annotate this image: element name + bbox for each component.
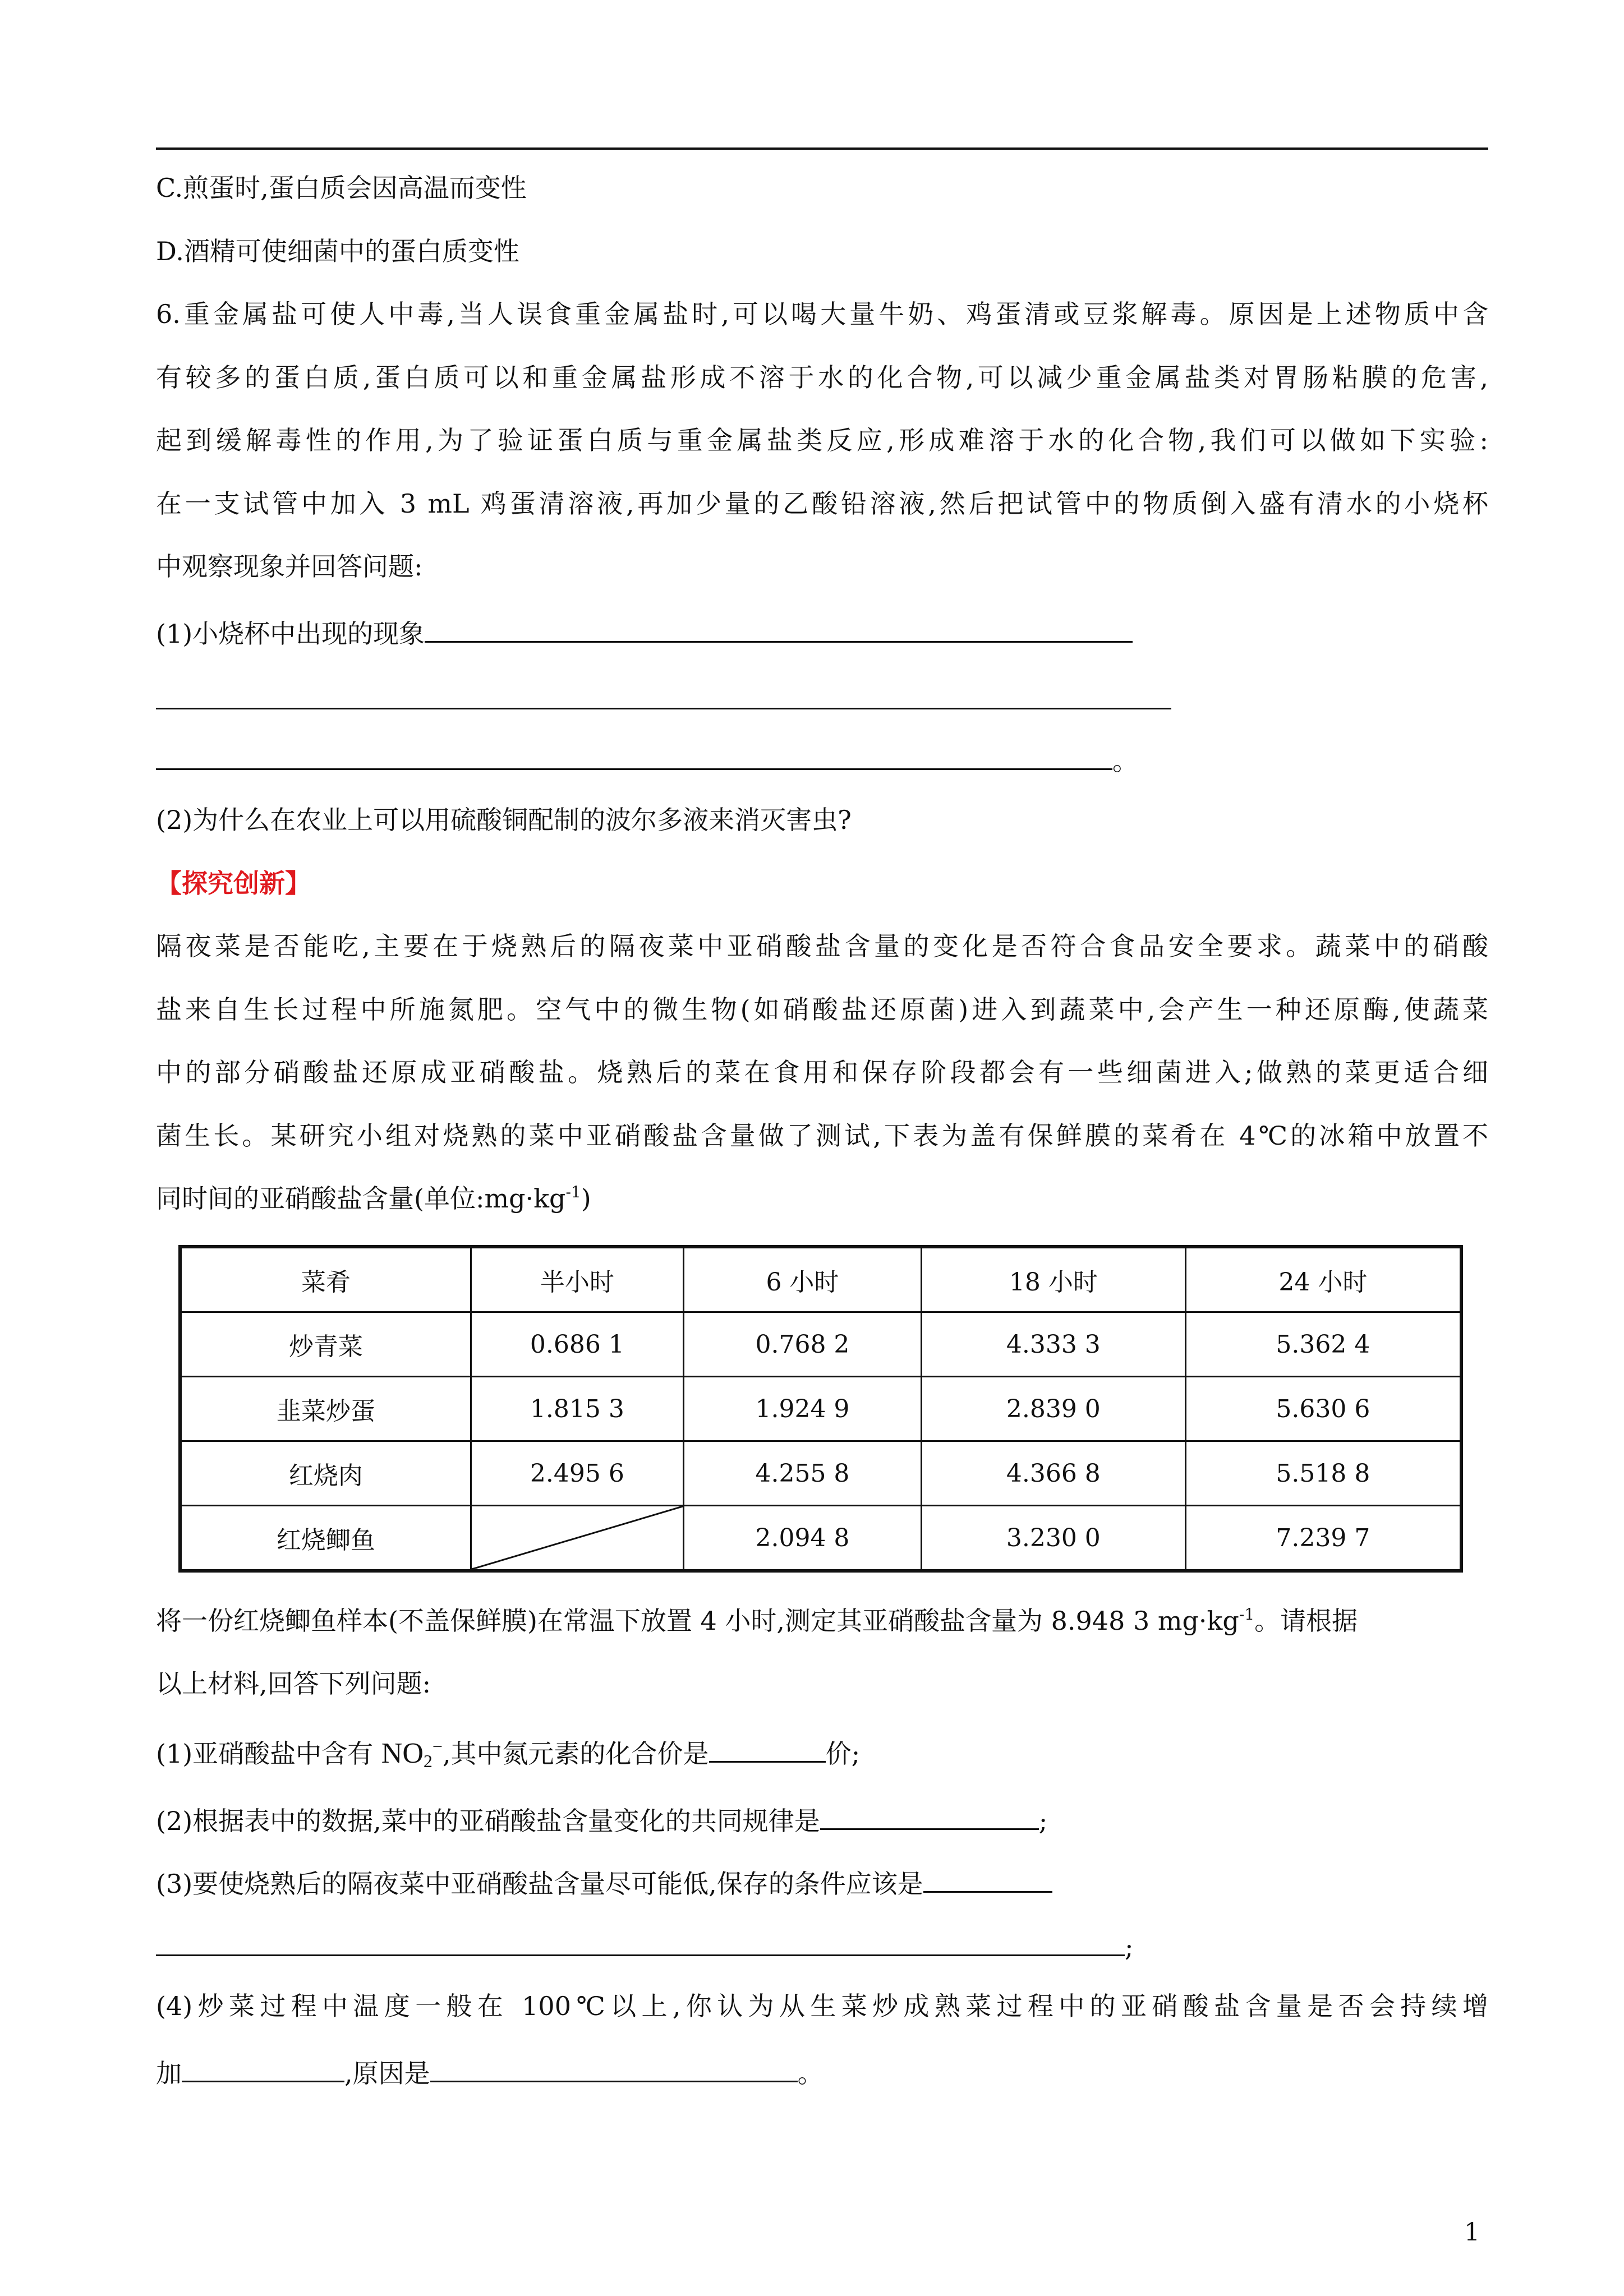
table-row bbox=[180, 1441, 1461, 1506]
diagonal-slash-icon bbox=[472, 1506, 683, 1569]
table-cell: 5.630 6 bbox=[1185, 1377, 1461, 1441]
option-d: D.酒精可使细菌中的蛋白质变性 bbox=[156, 236, 519, 266]
q6-sub1-cont bbox=[156, 740, 1138, 778]
explore-line-1: 隔夜菜是否能吃,主要在于烧熟后的隔夜菜中亚硝酸盐含量的变化是否符合食品安全要求。蔬菜中的硝酸 bbox=[156, 931, 1488, 961]
question-4-line-1: (4)炒菜过程中温度一般在 100℃以上,你认为从生菜炒成熟菜过程中的亚硝酸盐含量是否会持续增 bbox=[156, 1991, 1488, 2021]
table-header-cell: 18 小时 bbox=[921, 1247, 1185, 1312]
q4-mid: ,原因是 bbox=[344, 2058, 430, 2088]
question-3 bbox=[156, 1863, 1052, 1901]
question-2 bbox=[156, 1800, 1047, 1838]
table-cell: 2.094 8 bbox=[683, 1506, 921, 1571]
table-header-cell: 菜肴 bbox=[180, 1247, 471, 1312]
table-cell: 1.815 3 bbox=[471, 1377, 683, 1441]
answer-blank[interactable] bbox=[156, 740, 1112, 770]
q6-line-4: 在一支试管中加入 3 mL 鸡蛋清溶液,再加少量的乙酸铅溶液,然后把试管中的物质倒入盛有清水的小烧杯 bbox=[156, 488, 1488, 519]
q1-end: 价; bbox=[825, 1739, 861, 1769]
formula-sub: 2 bbox=[423, 1751, 433, 1771]
table-cell: 2.839 0 bbox=[921, 1377, 1185, 1441]
formula-sup: − bbox=[432, 1736, 443, 1756]
unit-sup: -1 bbox=[565, 1183, 581, 1201]
page-number: 1 bbox=[1464, 2218, 1480, 2247]
explore-line-4: 菌生长。某研究小组对烧熟的菜中亚硝酸盐含量做了测试,下表为盖有保鲜膜的菜肴在 4℃的冰箱中放置不 bbox=[156, 1121, 1488, 1151]
q6-line-1: 6.重金属盐可使人中毒,当人误食重金属盐时,可以喝大量牛奶、鸡蛋清或豆浆解毒。原因是上述物质中含 bbox=[156, 299, 1488, 329]
q6-sub1-text: (1)小烧杯中出现的现象 bbox=[156, 619, 425, 649]
table-cell: 红烧鲫鱼 bbox=[180, 1506, 471, 1571]
answer-blank[interactable] bbox=[156, 1926, 1125, 1956]
table-cell: 4.255 8 bbox=[683, 1441, 921, 1506]
table-cell: 3.230 0 bbox=[921, 1506, 1185, 1571]
q6-line-3: 起到缓解毒性的作用,为了验证蛋白质与重金属盐类反应,形成难溶于水的化合物,我们可以做如下实验: bbox=[156, 425, 1488, 455]
answer-blank[interactable] bbox=[425, 613, 1133, 643]
q2-prefix: (2)根据表中的数据,菜中的亚硝酸盐含量变化的共同规律是 bbox=[156, 1806, 820, 1836]
formula-main: NO bbox=[381, 1737, 424, 1769]
table-header-row bbox=[180, 1247, 1461, 1312]
table-row bbox=[180, 1506, 1461, 1571]
table-cell: 0.686 1 bbox=[471, 1312, 683, 1377]
table-cell: 2.495 6 bbox=[471, 1441, 683, 1506]
nitrite-table bbox=[178, 1245, 1463, 1573]
answer-blank[interactable] bbox=[709, 1733, 826, 1763]
table-cell-empty-diagonal bbox=[471, 1506, 683, 1571]
question-4-line-2 bbox=[156, 2053, 823, 2090]
table-cell: 4.366 8 bbox=[921, 1441, 1185, 1506]
q3-prefix: (3)要使烧熟后的隔夜菜中亚硝酸盐含量尽可能低,保存的条件应该是 bbox=[156, 1869, 923, 1899]
unit-line-prefix: 同时间的亚硝酸盐含量(单位:mg·kg bbox=[156, 1183, 566, 1214]
table-cell: 5.518 8 bbox=[1185, 1441, 1461, 1506]
unit-line-suffix: ) bbox=[581, 1183, 591, 1214]
header-rule bbox=[156, 147, 1488, 150]
q6-line-2: 有较多的蛋白质,蛋白质可以和重金属盐形成不溶于水的化合物,可以减少重金属盐类对胃肠粘膜的危害, bbox=[156, 362, 1488, 393]
q4-end: 。 bbox=[797, 2058, 823, 2088]
table-row bbox=[180, 1312, 1461, 1377]
table-cell: 1.924 9 bbox=[683, 1377, 921, 1441]
answer-blank[interactable] bbox=[182, 2053, 344, 2082]
table-cell: 4.333 3 bbox=[921, 1312, 1185, 1377]
q1-prefix: (1)亚硝酸盐中含有 bbox=[156, 1739, 381, 1769]
section-title: 【探究创新】 bbox=[156, 868, 311, 898]
table-cell: 5.362 4 bbox=[1185, 1312, 1461, 1377]
table-cell: 韭菜炒蛋 bbox=[180, 1377, 471, 1441]
table-header-cell: 6 小时 bbox=[683, 1247, 921, 1312]
table-header-cell: 半小时 bbox=[471, 1247, 683, 1312]
after-table-prefix: 将一份红烧鲫鱼样本(不盖保鲜膜)在常温下放置 4 小时,测定其亚硝酸盐含量为 8.948 3 mg·kg bbox=[156, 1606, 1239, 1636]
q1-mid: ,其中氮元素的化合价是 bbox=[442, 1739, 709, 1769]
answer-blank[interactable] bbox=[430, 2053, 798, 2082]
explore-unit-line bbox=[156, 1182, 591, 1215]
answer-blank-line[interactable] bbox=[156, 708, 1171, 709]
q3-end: ; bbox=[1125, 1932, 1134, 1962]
after-table-suffix: 。请根据 bbox=[1254, 1606, 1358, 1636]
question-3-cont bbox=[156, 1926, 1134, 1964]
q6-sub1 bbox=[156, 613, 1133, 651]
option-c: C.煎蛋时,蛋白质会因高温而变性 bbox=[156, 173, 527, 203]
table-header-cell: 24 小时 bbox=[1185, 1247, 1461, 1312]
table-cell: 0.768 2 bbox=[683, 1312, 921, 1377]
table-cell: 7.239 7 bbox=[1185, 1506, 1461, 1571]
table-cell: 炒青菜 bbox=[180, 1312, 471, 1377]
question-1 bbox=[156, 1733, 860, 1771]
explore-line-3: 中的部分硝酸盐还原成亚硝酸盐。烧熟后的菜在食用和保存阶段都会有一些细菌进入;做熟的菜更适合细 bbox=[156, 1057, 1488, 1087]
answer-blank[interactable] bbox=[820, 1800, 1039, 1830]
q6-line-5: 中观察现象并回答问题: bbox=[156, 551, 423, 582]
after-table-line-1 bbox=[156, 1604, 1358, 1638]
answer-blank[interactable] bbox=[923, 1863, 1052, 1893]
q6-sub1-end: 。 bbox=[1112, 746, 1138, 776]
explore-line-2: 盐来自生长过程中所施氮肥。空气中的微生物(如硝酸盐还原菌)进入到蔬菜中,会产生一种还原酶,使蔬菜 bbox=[156, 994, 1488, 1025]
after-table-sup: -1 bbox=[1239, 1605, 1255, 1624]
after-table-line-2: 以上材料,回答下列问题: bbox=[156, 1668, 431, 1699]
q4-prefix: 加 bbox=[156, 2058, 182, 2088]
table-row bbox=[180, 1377, 1461, 1441]
table-cell: 红烧肉 bbox=[180, 1441, 471, 1506]
q6-sub2: (2)为什么在农业上可以用硫酸铜配制的波尔多液来消灭害虫? bbox=[156, 805, 852, 835]
nitrite-formula bbox=[381, 1737, 443, 1769]
q2-end: ; bbox=[1038, 1806, 1048, 1836]
